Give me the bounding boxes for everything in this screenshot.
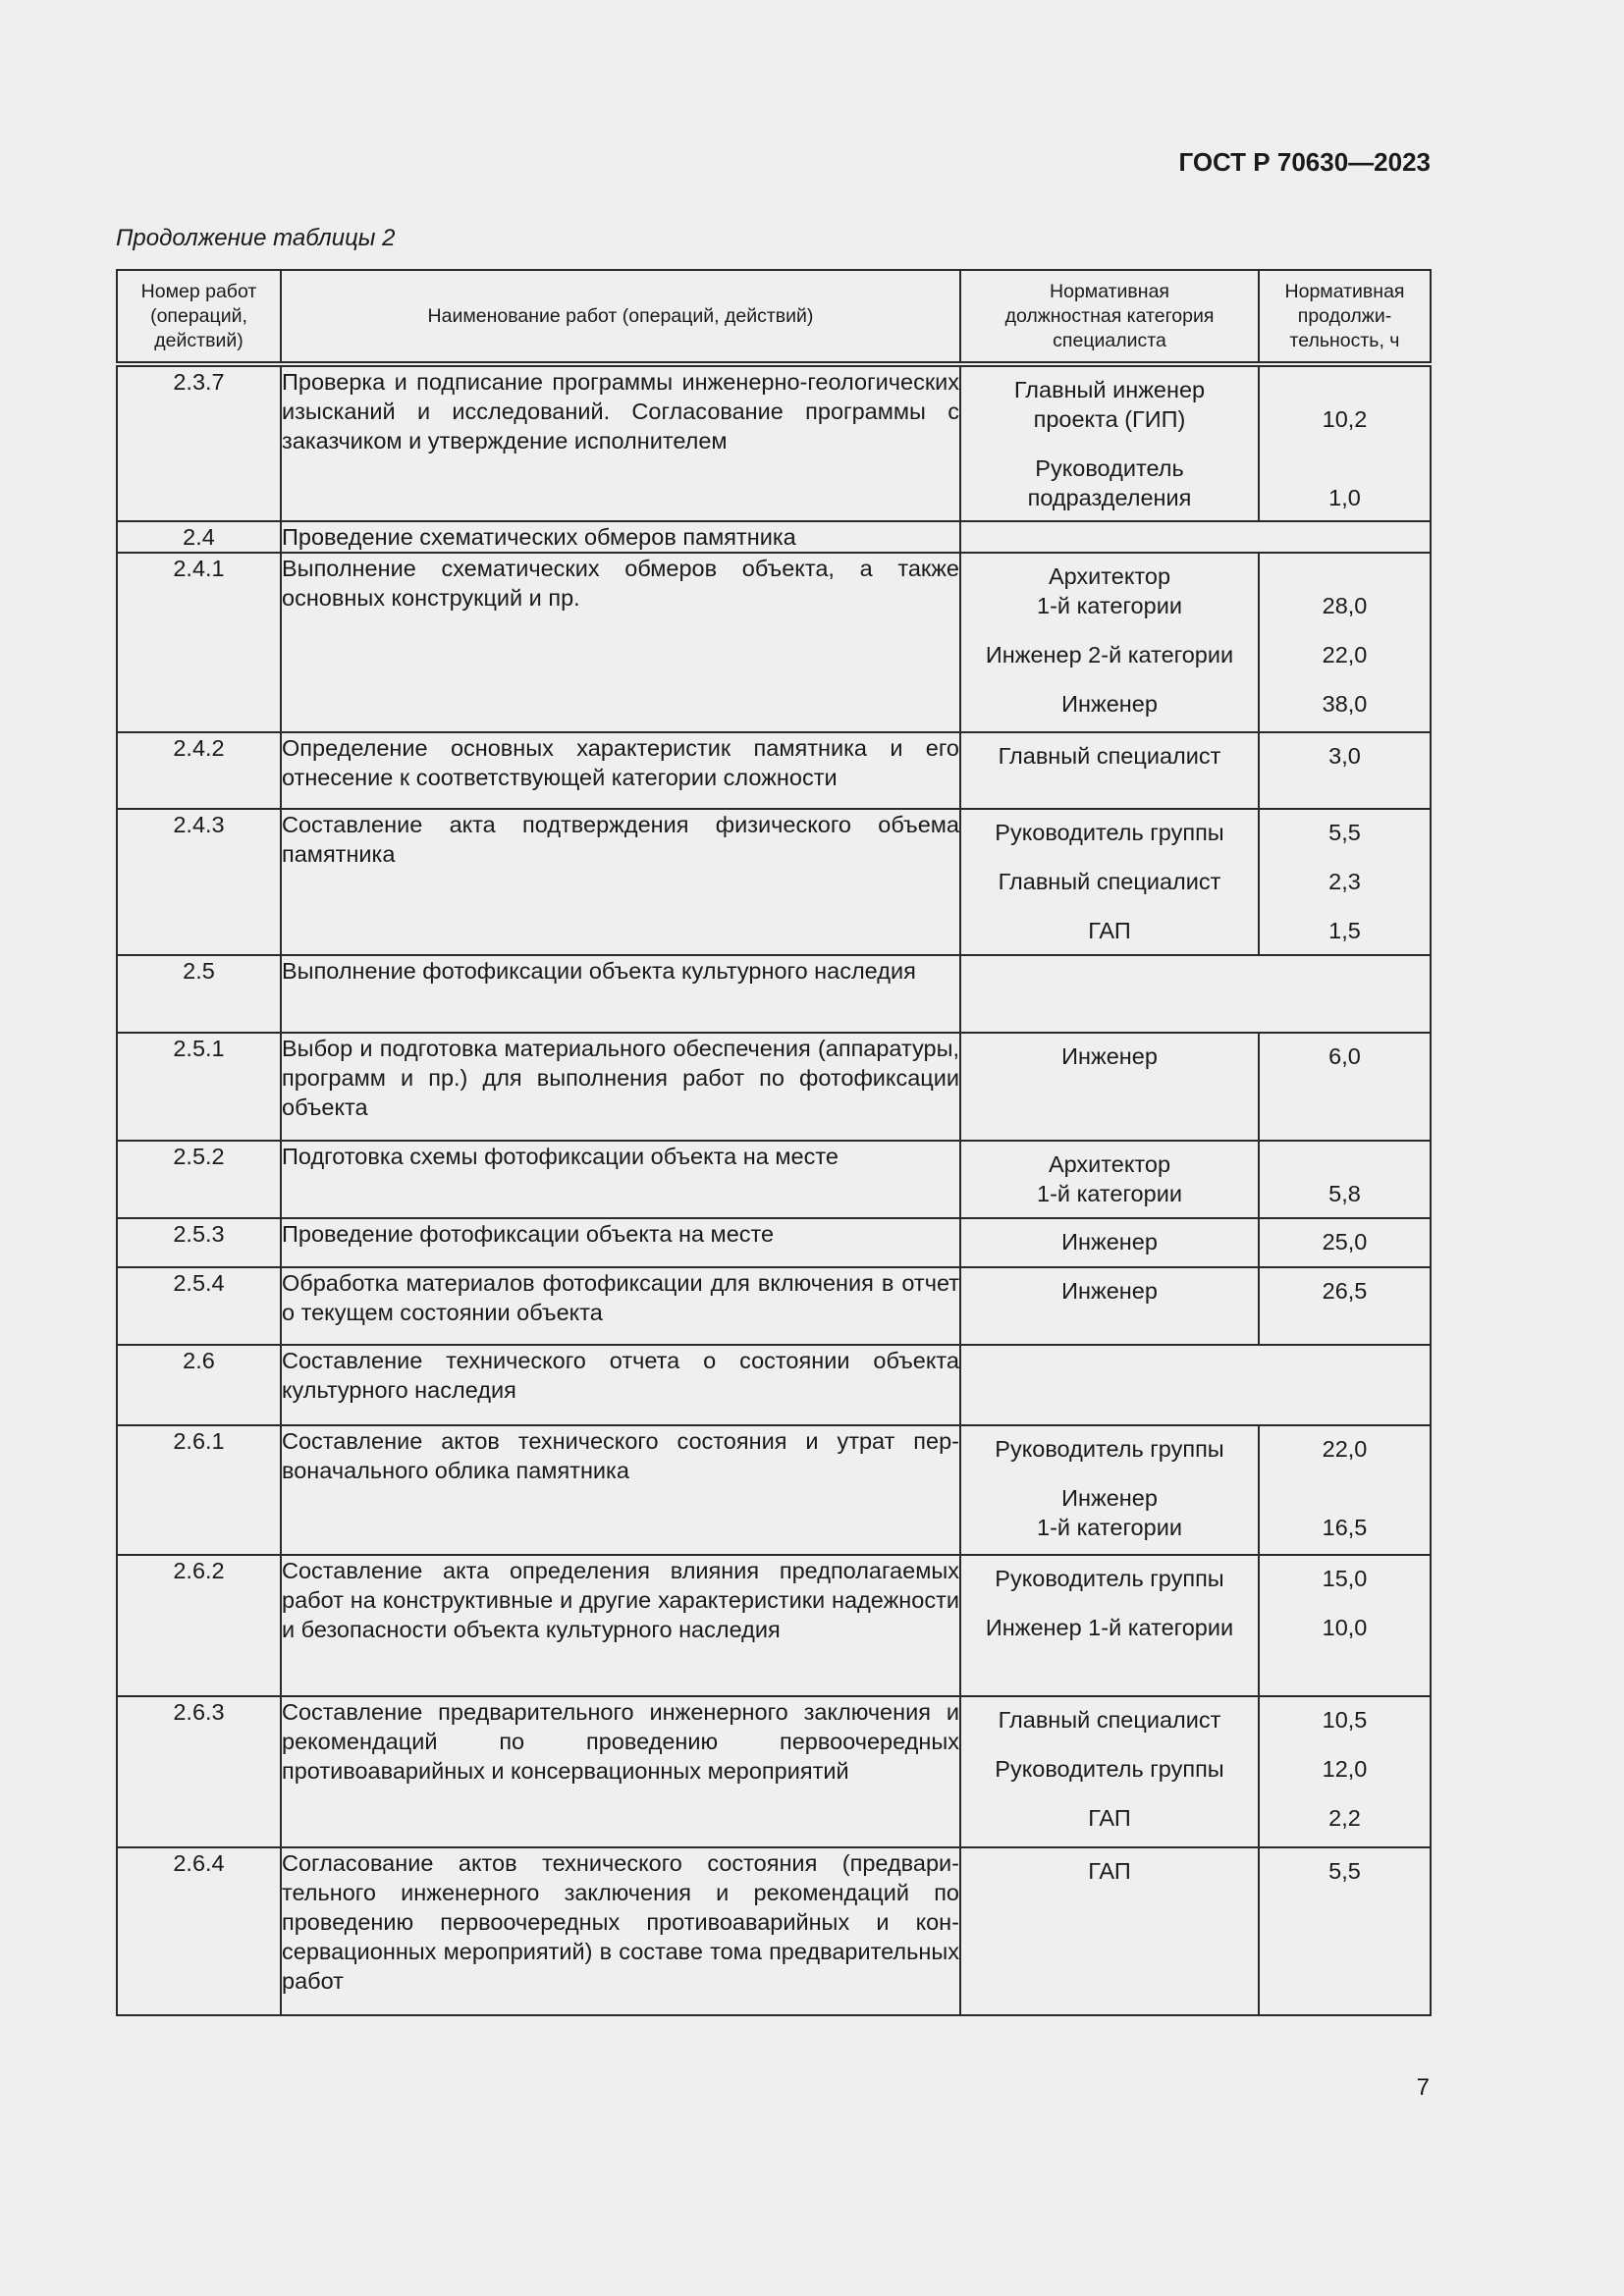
specialist-category: Главный специалист bbox=[998, 1707, 1221, 1733]
spacer bbox=[1260, 1219, 1430, 1227]
specialist-cell bbox=[960, 809, 1259, 955]
specialist-category: Руководитель группы bbox=[995, 820, 1224, 845]
work-norms-table bbox=[116, 269, 1432, 2016]
duration-cell bbox=[1259, 1033, 1431, 1141]
spacer bbox=[961, 1464, 1258, 1483]
specialist-category: Главный специалист bbox=[998, 743, 1221, 769]
specialist-category: проекта (ГИП) bbox=[1033, 406, 1186, 432]
specialist-cell bbox=[960, 553, 1259, 732]
spacer bbox=[961, 1268, 1258, 1276]
work-number: 2.6.3 bbox=[117, 1696, 281, 1847]
empty-cell bbox=[960, 521, 1431, 553]
specialist-cell bbox=[960, 1425, 1259, 1555]
duration-value: 1,5 bbox=[1328, 918, 1361, 943]
work-number: 2.5.3 bbox=[117, 1218, 281, 1267]
spacer bbox=[1260, 434, 1430, 454]
specialist-cell bbox=[960, 732, 1259, 809]
work-name: Составление технического отчета о состоянии объекта культурного наследия bbox=[281, 1345, 960, 1425]
table-body bbox=[117, 364, 1431, 2015]
work-number: 2.5 bbox=[117, 955, 281, 1033]
page-number: 7 bbox=[1416, 2074, 1430, 2101]
duration-value: 38,0 bbox=[1322, 691, 1368, 717]
spacer bbox=[1260, 847, 1430, 867]
header-specialist-line: специалиста bbox=[1053, 329, 1166, 351]
spacer bbox=[961, 554, 1258, 561]
spacer bbox=[1260, 1034, 1430, 1041]
spacer bbox=[961, 1593, 1258, 1613]
table-caption: Продолжение таблицы 2 bbox=[116, 225, 396, 251]
duration-cell bbox=[1259, 1267, 1431, 1345]
duration-value: 26,5 bbox=[1322, 1278, 1368, 1304]
header-specialist bbox=[960, 270, 1259, 364]
spacer bbox=[1260, 1784, 1430, 1803]
duration-value: 16,5 bbox=[1322, 1515, 1368, 1540]
specialist-cell bbox=[960, 1847, 1259, 2015]
header-number-line: Номер работ bbox=[140, 280, 257, 302]
spacer bbox=[961, 1426, 1258, 1434]
specialist-category: Руководитель группы bbox=[995, 1436, 1224, 1462]
spacer bbox=[1260, 1848, 1430, 1856]
specialist-category: Архитектор bbox=[1048, 563, 1171, 589]
specialist-category: 1-й категории bbox=[1037, 593, 1182, 618]
header-number-line: (операций, bbox=[150, 304, 247, 327]
header-specialist-line: должностная категория bbox=[1004, 304, 1215, 327]
spacer bbox=[1260, 1149, 1430, 1179]
work-number: 2.4.2 bbox=[117, 732, 281, 809]
work-number: 2.4.1 bbox=[117, 553, 281, 732]
spacer bbox=[961, 896, 1258, 916]
spacer bbox=[1260, 1483, 1430, 1513]
specialist-category: ГАП bbox=[1088, 1858, 1131, 1884]
table-row bbox=[117, 1425, 1431, 1555]
duration-value: 22,0 bbox=[1322, 1436, 1368, 1462]
duration-cell bbox=[1259, 1141, 1431, 1218]
spacer bbox=[961, 1697, 1258, 1705]
work-name: Проведение схематических обмеров памятника bbox=[281, 521, 960, 553]
work-name: Составление актов технического состояния и утрат первоначального облика памятника bbox=[281, 1425, 960, 1555]
duration-value: 10,5 bbox=[1322, 1707, 1368, 1733]
section-row bbox=[117, 955, 1431, 1033]
work-number: 2.5.1 bbox=[117, 1033, 281, 1141]
spacer bbox=[1260, 733, 1430, 741]
duration-value: 28,0 bbox=[1322, 593, 1368, 618]
work-name: Согласование актов технического состояния (предварительного инженерного заключения и рекомендаций по проведению первоочередных противоаварийных и консервационных мероприятий) в составе тома предварительных работ bbox=[281, 1847, 960, 2015]
specialist-category: Инженер bbox=[1061, 1043, 1158, 1069]
work-number: 2.3.7 bbox=[117, 364, 281, 521]
header-number-line: действий) bbox=[154, 329, 244, 351]
table-row bbox=[117, 1218, 1431, 1267]
spacer bbox=[961, 434, 1258, 454]
specialist-category: Инженер bbox=[1061, 691, 1158, 717]
table-row bbox=[117, 809, 1431, 955]
table-row bbox=[117, 1847, 1431, 2015]
work-number: 2.5.4 bbox=[117, 1267, 281, 1345]
specialist-category: ГАП bbox=[1088, 918, 1131, 943]
duration-value: 2,3 bbox=[1328, 869, 1361, 894]
specialist-category: Главный специалист bbox=[998, 869, 1221, 894]
duration-cell bbox=[1259, 1555, 1431, 1696]
specialist-category: Архитектор bbox=[1048, 1151, 1171, 1177]
specialist-category: Инженер 1-й категории bbox=[985, 1615, 1234, 1640]
duration-value: 15,0 bbox=[1322, 1566, 1368, 1591]
spacer bbox=[961, 1142, 1258, 1149]
spacer bbox=[961, 669, 1258, 689]
specialist-category: Руководитель группы bbox=[995, 1756, 1224, 1782]
spacer bbox=[1260, 1426, 1430, 1434]
spacer bbox=[961, 1848, 1258, 1856]
header-number bbox=[117, 270, 281, 364]
specialist-cell bbox=[960, 1033, 1259, 1141]
specialist-cell bbox=[960, 1218, 1259, 1267]
duration-value: 10,0 bbox=[1322, 1615, 1368, 1640]
spacer bbox=[961, 1556, 1258, 1564]
duration-cell bbox=[1259, 732, 1431, 809]
spacer bbox=[1260, 1593, 1430, 1613]
spacer bbox=[1260, 1697, 1430, 1705]
work-name: Проверка и подписание программы инженерно-геологических изысканий и исследований. Согласование программы с заказчиком и утверждение исполнителем bbox=[281, 364, 960, 521]
empty-cell bbox=[960, 955, 1431, 1033]
duration-value: 25,0 bbox=[1322, 1229, 1368, 1255]
specialist-category: ГАП bbox=[1088, 1805, 1131, 1831]
spacer bbox=[1260, 810, 1430, 818]
spacer bbox=[961, 847, 1258, 867]
duration-value: 5,5 bbox=[1328, 1858, 1361, 1884]
header-duration-line: Нормативная bbox=[1284, 280, 1405, 302]
specialist-category: Инженер 2-й категории bbox=[985, 642, 1234, 667]
table-row bbox=[117, 1555, 1431, 1696]
spacer bbox=[1260, 620, 1430, 640]
spacer bbox=[961, 620, 1258, 640]
spacer bbox=[1260, 367, 1430, 375]
specialist-category: Инженер bbox=[1061, 1229, 1158, 1255]
spacer bbox=[1260, 1464, 1430, 1483]
specialist-category: Руководитель bbox=[1035, 455, 1184, 481]
work-number: 2.6.1 bbox=[117, 1425, 281, 1555]
spacer bbox=[1260, 896, 1430, 916]
work-name: Обработка материалов фотофиксации для включения в отчет о текущем состоянии объекта bbox=[281, 1267, 960, 1345]
header-name: Наименование работ (операций, действий) bbox=[281, 270, 960, 364]
duration-value: 1,0 bbox=[1328, 485, 1361, 510]
specialist-cell bbox=[960, 1267, 1259, 1345]
duration-value: 5,8 bbox=[1328, 1181, 1361, 1206]
duration-cell bbox=[1259, 1696, 1431, 1847]
work-number: 2.4 bbox=[117, 521, 281, 553]
spacer bbox=[961, 733, 1258, 741]
spacer bbox=[1260, 454, 1430, 483]
duration-value: 12,0 bbox=[1322, 1756, 1368, 1782]
duration-cell bbox=[1259, 1425, 1431, 1555]
section-row bbox=[117, 1345, 1431, 1425]
spacer bbox=[1260, 561, 1430, 591]
spacer bbox=[1260, 1556, 1430, 1564]
table-row bbox=[117, 1141, 1431, 1218]
specialist-cell bbox=[960, 1696, 1259, 1847]
header-duration-line: продолжи- bbox=[1297, 304, 1392, 327]
spacer bbox=[961, 1219, 1258, 1227]
work-name: Проведение фотофиксации объекта на месте bbox=[281, 1218, 960, 1267]
specialist-cell bbox=[960, 1555, 1259, 1696]
document-code: ГОСТ Р 70630—2023 bbox=[1178, 147, 1431, 177]
work-number: 2.4.3 bbox=[117, 809, 281, 955]
spacer bbox=[1260, 669, 1430, 689]
section-row bbox=[117, 521, 1431, 553]
duration-cell bbox=[1259, 1218, 1431, 1267]
work-name: Выбор и подготовка материального обеспечения (аппаратуры, программ и пр.) для выполнения работ по фотофиксации объекта bbox=[281, 1033, 960, 1141]
specialist-category: 1-й категории bbox=[1037, 1181, 1182, 1206]
duration-value: 3,0 bbox=[1328, 743, 1361, 769]
work-number: 2.5.2 bbox=[117, 1141, 281, 1218]
spacer bbox=[961, 1784, 1258, 1803]
duration-value: 22,0 bbox=[1322, 642, 1368, 667]
duration-value: 2,2 bbox=[1328, 1805, 1361, 1831]
work-name: Составление предварительного инженерного заключения и рекомендаций по проведению первоочередных противоаварийных и консервационных мероприятий bbox=[281, 1696, 960, 1847]
spacer bbox=[1260, 554, 1430, 561]
table-row bbox=[117, 1696, 1431, 1847]
specialist-category: 1-й категории bbox=[1037, 1515, 1182, 1540]
header-specialist-line: Нормативная bbox=[1050, 280, 1169, 302]
table-header-row bbox=[117, 270, 1431, 364]
work-name: Выполнение схематических обмеров объекта, а также основных конструкций и пр. bbox=[281, 553, 960, 732]
work-name: Составление акта подтверждения физического объема памятника bbox=[281, 809, 960, 955]
spacer bbox=[1260, 1142, 1430, 1149]
table-row bbox=[117, 553, 1431, 732]
header-duration-line: тельность, ч bbox=[1289, 329, 1400, 351]
specialist-category: подразделения bbox=[1027, 485, 1192, 510]
work-name: Определение основных характеристик памятника и его отнесение к соответствующей категории сложности bbox=[281, 732, 960, 809]
work-name: Подготовка схемы фотофиксации объекта на месте bbox=[281, 1141, 960, 1218]
spacer bbox=[961, 810, 1258, 818]
table-row bbox=[117, 732, 1431, 809]
table-row bbox=[117, 364, 1431, 521]
work-number: 2.6 bbox=[117, 1345, 281, 1425]
duration-cell bbox=[1259, 1847, 1431, 2015]
duration-cell bbox=[1259, 553, 1431, 732]
duration-cell bbox=[1259, 364, 1431, 521]
specialist-category: Главный инженер bbox=[1013, 377, 1206, 402]
work-number: 2.6.4 bbox=[117, 1847, 281, 2015]
duration-value: 6,0 bbox=[1328, 1043, 1361, 1069]
duration-cell bbox=[1259, 809, 1431, 955]
spacer bbox=[1260, 1268, 1430, 1276]
work-name: Составление акта определения влияния предполагаемых работ на конструктивные и другие характеристики надежности и безопасности объекта культурного наследия bbox=[281, 1555, 960, 1696]
spacer bbox=[1260, 1735, 1430, 1754]
empty-cell bbox=[960, 1345, 1431, 1425]
spacer bbox=[961, 1735, 1258, 1754]
specialist-cell bbox=[960, 1141, 1259, 1218]
table-row bbox=[117, 1033, 1431, 1141]
specialist-category: Инженер bbox=[1061, 1278, 1158, 1304]
header-duration bbox=[1259, 270, 1431, 364]
duration-value: 10,2 bbox=[1322, 406, 1368, 432]
specialist-category: Инженер bbox=[1061, 1485, 1158, 1511]
table-row bbox=[117, 1267, 1431, 1345]
work-name: Выполнение фотофиксации объекта культурного наследия bbox=[281, 955, 960, 1033]
spacer bbox=[961, 1034, 1258, 1041]
spacer bbox=[961, 367, 1258, 375]
specialist-category: Руководитель группы bbox=[995, 1566, 1224, 1591]
spacer bbox=[1260, 375, 1430, 404]
specialist-cell bbox=[960, 364, 1259, 521]
work-number: 2.6.2 bbox=[117, 1555, 281, 1696]
duration-value: 5,5 bbox=[1328, 820, 1361, 845]
